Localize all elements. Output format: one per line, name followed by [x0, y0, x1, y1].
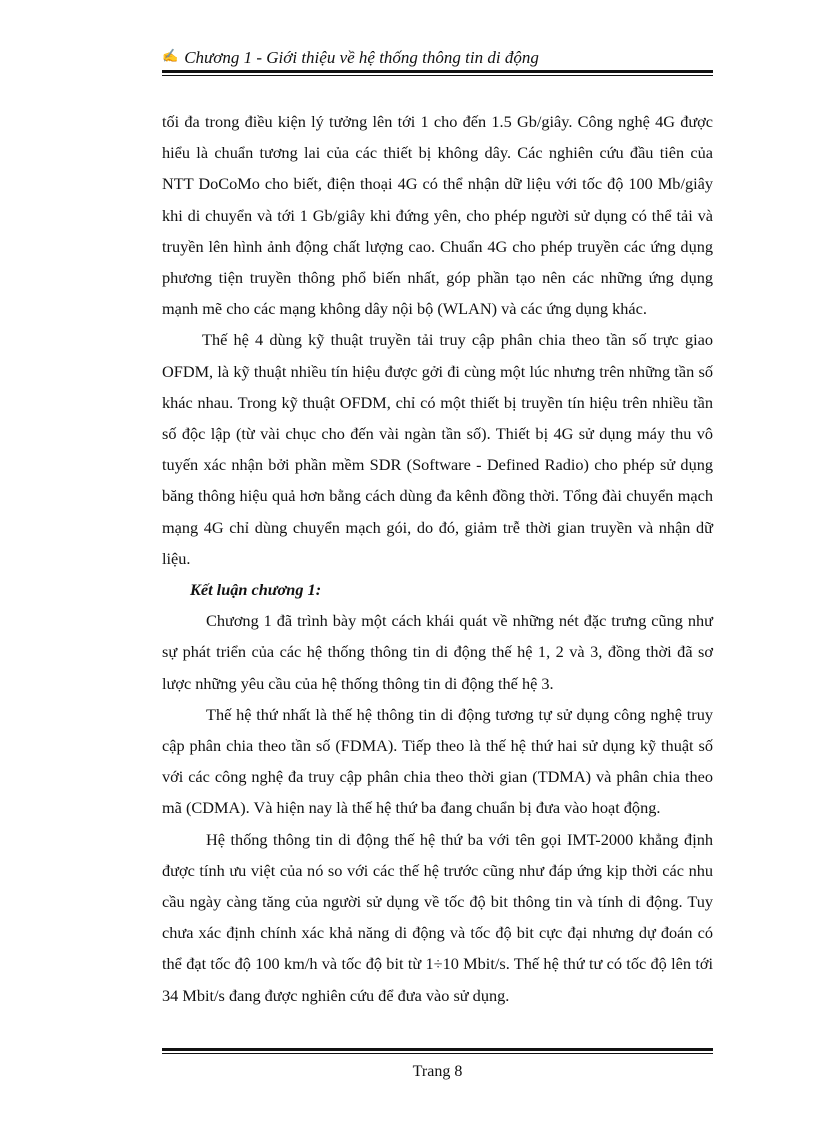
header-rule-thin [162, 75, 713, 76]
conclusion-heading: Kết luận chương 1: [190, 580, 322, 600]
header-rule [162, 70, 713, 73]
pen-icon: ✍ [162, 48, 179, 63]
body-paragraph-1: tối đa trong điều kiện lý tưởng lên tới 1 cho đến 1.5 Gb/giây. Công nghệ 4G được hiểu là chuẩn tương lai của các thiết bị không dây. Các nghiên cứu đầu tiên của NTT DoCoMo cho biết, điện thoại 4G có thể nhận dữ liệu với tốc độ 100 Mb/giây khi di chuyển và tới 1 Gb/giây khi đứng yên, cho phép người sử dụng có thể tải và truyền lên hình ảnh động chất lượng cao. Chuẩn 4G cho phép truyền các ứng dụng phương tiện truyền thông phổ biến nhất, góp phần tạo nên các những ứng dụng mạnh mẽ cho các mạng không dây nội bộ (WLAN) và các ứng dụng khác. [162, 112, 713, 319]
chapter-title: Chương 1 - Giới thiệu về hệ thống thông tin di động [184, 48, 539, 67]
page-body [162, 106, 713, 1011]
footer-rule-thin [162, 1053, 713, 1054]
conclusion-paragraph-2: Thế hệ thứ nhất là thế hệ thông tin di động tương tự sử dụng công nghệ truy cập phân chia theo tần số (FDMA). Tiếp theo là thế hệ thứ hai sử dụng kỹ thuật số với các công nghệ đa truy cập phân chia theo thời gian (TDMA) và phân chia theo mã (CDMA). Và hiện nay là thế hệ thứ ba đang chuẩn bị đưa vào hoạt động. [162, 704, 713, 818]
conclusion-paragraph-3: Hệ thống thông tin di động thế hệ thứ ba với tên gọi IMT-2000 khẳng định được tính ưu việt của nó so với các thế hệ trước cũng như đáp ứng kịp thời các nhu cầu ngày càng tăng của người sử dụng về tốc độ bit thông tin và tính di động. Tuy chưa xác định chính xác khả năng di động và tốc độ bit cực đại nhưng dự đoán có thể đạt tốc độ 100 km/h và tốc độ bit từ 1÷10 Mbit/s. Thế hệ thứ tư có tốc độ lên tới 34 Mbit/s đang được nghiên cứu để đưa vào sử dụng. [162, 829, 713, 1005]
footer-rule [162, 1048, 713, 1051]
conclusion-paragraph-1: Chương 1 đã trình bày một cách khái quát về những nét đặc trưng cũng như sự phát triển của các hệ thống thông tin di động thế hệ 1, 2 và 3, đồng thời đã sơ lược những yêu cầu của hệ thống thông tin di động thế hệ 3. [162, 611, 713, 693]
body-paragraph-2: Thế hệ 4 dùng kỹ thuật truyền tải truy cập phân chia theo tần số trực giao OFDM, là kỹ thuật nhiều tín hiệu được gởi đi cùng một lúc nhưng trên những tần số khác nhau. Trong kỹ thuật OFDM, chỉ có một thiết bị truyền tín hiệu trên nhiều tần số độc lập (từ vài chục cho đến vài ngàn tần số). Thiết bị 4G sử dụng máy thu vô tuyến xác nhận bởi phần mềm SDR (Software - Defined Radio) cho phép sử dụng băng thông hiệu quả hơn bằng cách dùng đa kênh đồng thời. Tổng đài chuyển mạch mạng 4G chỉ dùng chuyển mạch gói, do đó, giảm trễ thời gian truyền và nhận dữ liệu. [162, 330, 713, 568]
page-header [162, 46, 712, 68]
page-number: Trang 8 [412, 1063, 463, 1080]
